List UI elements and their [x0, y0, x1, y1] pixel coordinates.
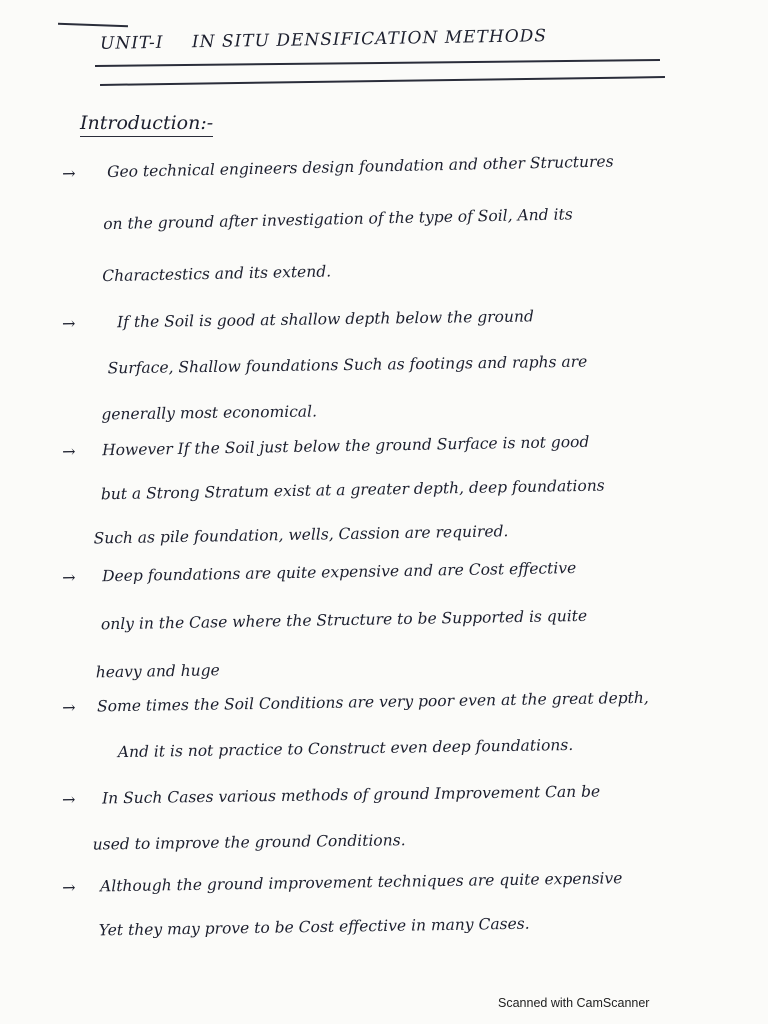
title-underline	[95, 59, 660, 67]
paragraph-line: on the ground after investigation of the type of Soil, And its	[103, 205, 573, 234]
paragraph-line: If the Soil is good at shallow depth below the ground	[116, 307, 534, 332]
header-stroke	[58, 23, 128, 27]
paragraph-line: Deep foundations are quite expensive and are Cost effective	[101, 559, 577, 586]
paragraph	[61, 152, 702, 286]
paragraph	[61, 559, 702, 682]
bullet-arrow-icon: →	[61, 877, 76, 897]
paragraph	[61, 432, 702, 548]
paragraph-line: Charactestics and its extend.	[102, 262, 332, 286]
paragraph-line: Surface, Shallow foundations Such as footings and raphs are	[107, 352, 588, 378]
paragraph-line: Such as pile foundation, wells, Cassion are required.	[93, 522, 509, 548]
paragraph	[61, 307, 702, 424]
paragraph-line: And it is not practice to Construct even deep foundations.	[117, 735, 574, 762]
bullet-arrow-icon: →	[61, 313, 76, 333]
paragraph	[61, 688, 702, 762]
paragraph-line: In Such Cases various methods of ground Improvement Can be	[101, 782, 601, 808]
paragraph-line: heavy and huge	[95, 661, 220, 682]
bullet-arrow-icon: →	[61, 567, 76, 587]
unit-label: UNIT-I	[99, 32, 164, 54]
paragraph-line: used to improve the ground Conditions.	[92, 831, 406, 854]
paragraph-line: However If the Soil just below the ground Surface is not good	[101, 432, 590, 460]
title-underline-second	[100, 76, 665, 86]
bullet-arrow-icon: →	[61, 441, 76, 461]
bullet-arrow-icon: →	[61, 697, 76, 717]
paragraph-line: only in the Case where the Structure to be Supported is quite	[100, 606, 588, 634]
scanner-watermark: Scanned with CamScanner	[498, 996, 650, 1010]
paragraph-line: Some times the Soil Conditions are very poor even at the great depth,	[96, 688, 649, 716]
paragraph	[61, 869, 702, 940]
paragraph-line: Geo technical engineers design foundation and other Structures	[106, 152, 614, 182]
paragraph-line: generally most economical.	[101, 402, 318, 424]
paragraph-line: Yet they may prove to be Cost effective in many Cases.	[98, 914, 530, 940]
bullet-arrow-icon: →	[61, 163, 76, 183]
bullet-arrow-icon: →	[61, 789, 76, 809]
paragraph-line: Although the ground improvement techniques are quite expensive	[99, 869, 623, 896]
paragraph	[61, 782, 702, 854]
title-text: IN SITU DENSIFICATION METHODS	[191, 26, 548, 53]
page-title	[100, 26, 547, 54]
paragraph-line: but a Strong Stratum exist at a greater depth, deep foundations	[100, 476, 605, 504]
section-heading: Introduction:-	[80, 112, 213, 134]
